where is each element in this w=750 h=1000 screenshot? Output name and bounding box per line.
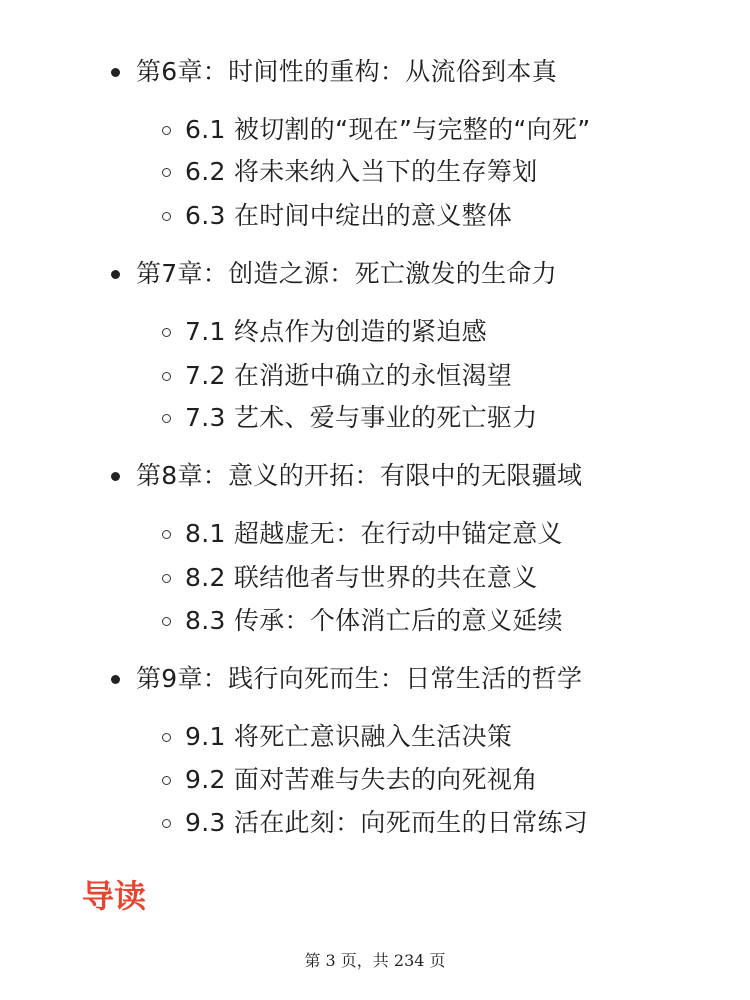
bullet-dot-icon bbox=[111, 472, 120, 481]
section-item bbox=[162, 717, 512, 757]
section-title: 6.1 被切割的“现在”与完整的“向死” bbox=[185, 115, 591, 144]
section-heading: 导读 bbox=[82, 877, 147, 915]
bullet-dot-icon bbox=[111, 675, 120, 684]
section-title: 7.3 艺术、爱与事业的死亡驱力 bbox=[185, 403, 538, 432]
section-item bbox=[162, 312, 487, 352]
section-item bbox=[162, 558, 538, 598]
bullet-circle-icon bbox=[162, 574, 171, 583]
chapter-item bbox=[111, 254, 557, 294]
chapter-title: 第6章：时间性的重构：从流俗到本真 bbox=[136, 57, 558, 86]
section-title: 8.2 联结他者与世界的共在意义 bbox=[185, 563, 538, 592]
chapter-title: 第8章：意义的开拓：有限中的无限疆域 bbox=[136, 461, 583, 490]
section-item bbox=[162, 196, 512, 236]
chapter-title: 第9章：践行向死而生：日常生活的哲学 bbox=[136, 664, 583, 693]
bullet-circle-icon bbox=[162, 212, 171, 221]
chapter-item bbox=[111, 456, 582, 496]
bullet-circle-icon bbox=[162, 126, 171, 135]
section-item bbox=[162, 760, 538, 800]
chapter-item bbox=[111, 659, 582, 699]
bullet-circle-icon bbox=[162, 328, 171, 337]
section-title: 7.1 终点作为创造的紧迫感 bbox=[185, 317, 487, 346]
bullet-dot-icon bbox=[111, 68, 120, 77]
bullet-circle-icon bbox=[162, 819, 171, 828]
section-title: 7.2 在消逝中确立的永恒渴望 bbox=[185, 361, 513, 390]
bullet-circle-icon bbox=[162, 733, 171, 742]
section-title: 9.1 将死亡意识融入生活决策 bbox=[185, 722, 513, 751]
section-title: 8.3 传承：个体消亡后的意义延续 bbox=[185, 606, 563, 635]
section-item bbox=[162, 110, 591, 150]
section-item bbox=[162, 514, 563, 554]
bullet-dot-icon bbox=[111, 270, 120, 279]
section-title: 9.2 面对苦难与失去的向死视角 bbox=[185, 765, 538, 794]
bullet-circle-icon bbox=[162, 776, 171, 785]
section-item bbox=[162, 356, 512, 396]
section-item bbox=[162, 398, 538, 438]
section-item bbox=[162, 152, 538, 192]
section-item bbox=[162, 601, 563, 641]
section-title: 6.2 将未来纳入当下的生存筹划 bbox=[185, 157, 538, 186]
section-title: 8.1 超越虚无：在行动中锚定意义 bbox=[185, 519, 563, 548]
chapter-title: 第7章：创造之源：死亡激发的生命力 bbox=[136, 259, 558, 288]
section-item bbox=[162, 803, 588, 843]
page-footer: 第 3 页，共 234 页 bbox=[304, 951, 446, 970]
bullet-circle-icon bbox=[162, 168, 171, 177]
bullet-circle-icon bbox=[162, 530, 171, 539]
section-title: 6.3 在时间中绽出的意义整体 bbox=[185, 201, 513, 230]
bullet-circle-icon bbox=[162, 414, 171, 423]
section-title: 9.3 活在此刻：向死而生的日常练习 bbox=[185, 808, 589, 837]
chapter-item bbox=[111, 52, 557, 92]
bullet-circle-icon bbox=[162, 617, 171, 626]
bullet-circle-icon bbox=[162, 372, 171, 381]
